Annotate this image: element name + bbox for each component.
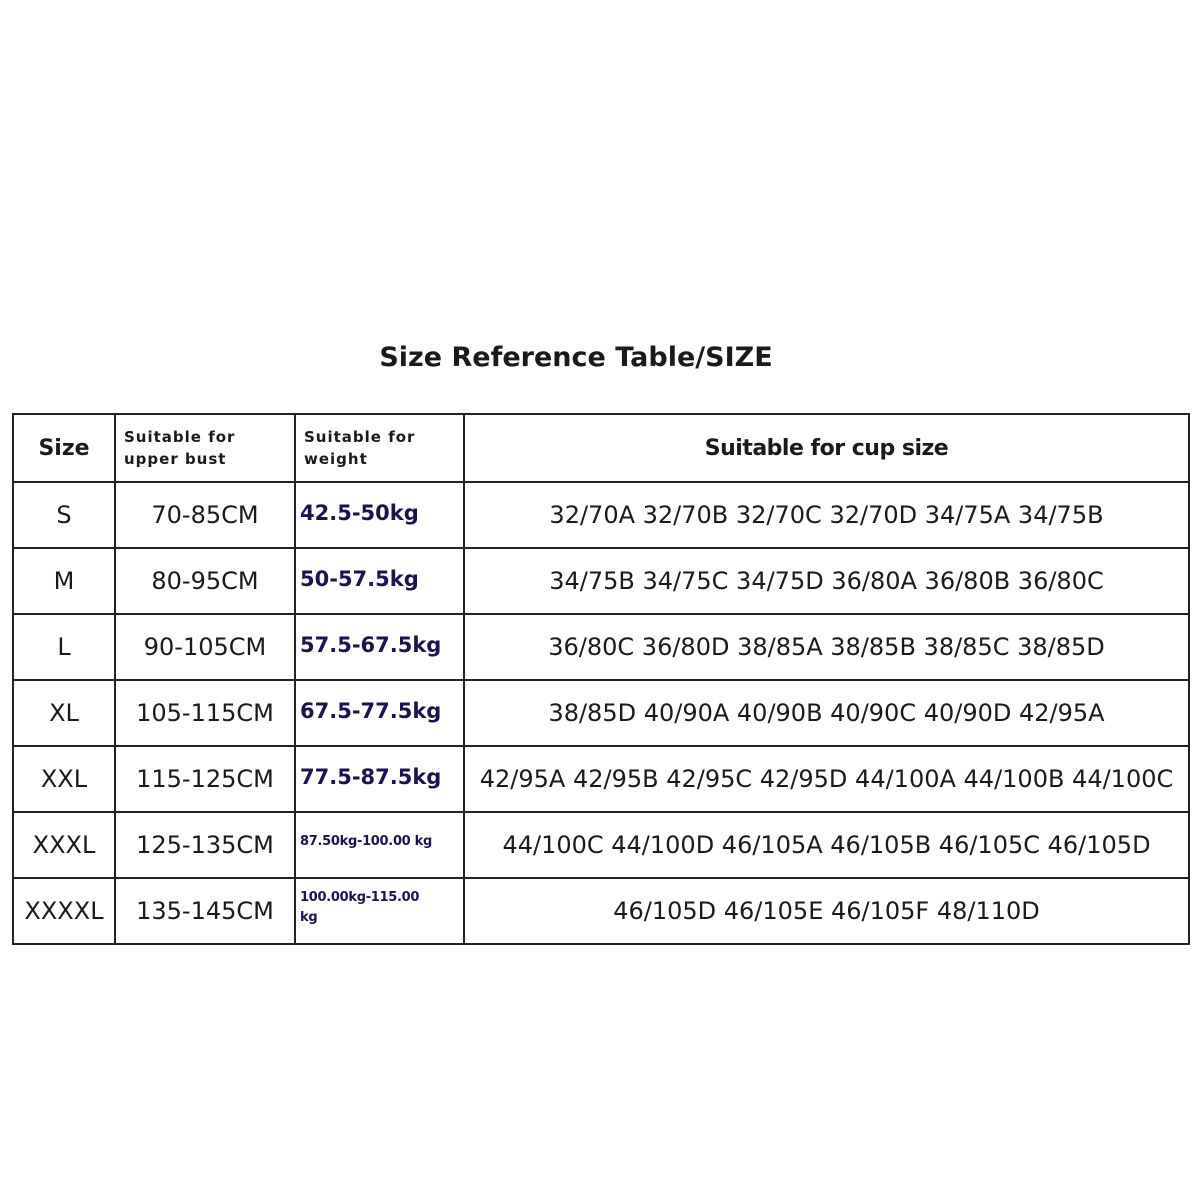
cell-cup-size: 36/80C 36/80D 38/85A 38/85B 38/85C 38/85D	[464, 614, 1189, 680]
table-row	[13, 812, 1189, 878]
cell-weight	[295, 812, 464, 878]
weight-value: 67.5-77.5kg	[300, 699, 442, 723]
cell-cup-size: 32/70A 32/70B 32/70C 32/70D 34/75A 34/75B	[464, 482, 1189, 548]
weight-value: 42.5-50kg	[300, 501, 419, 525]
table-row	[13, 614, 1189, 680]
cell-upper-bust: 125-135CM	[115, 812, 295, 878]
cell-size: XXL	[13, 746, 115, 812]
cell-upper-bust: 105-115CM	[115, 680, 295, 746]
cell-size: L	[13, 614, 115, 680]
cell-cup-size: 34/75B 34/75C 34/75D 36/80A 36/80B 36/80C	[464, 548, 1189, 614]
header-size: Size	[13, 414, 115, 482]
cell-cup-size: 38/85D 40/90A 40/90B 40/90C 40/90D 42/95A	[464, 680, 1189, 746]
cell-cup-size: 42/95A 42/95B 42/95C 42/95D 44/100A 44/100B 44/100C	[464, 746, 1189, 812]
table-row	[13, 680, 1189, 746]
cell-upper-bust: 115-125CM	[115, 746, 295, 812]
table-header-row	[13, 414, 1189, 482]
header-cup-size: Suitable for cup size	[464, 414, 1189, 482]
cell-cup-size: 46/105D 46/105E 46/105F 48/110D	[464, 878, 1189, 944]
cell-size: XXXXL	[13, 878, 115, 944]
cell-weight	[295, 878, 464, 944]
cell-upper-bust: 135-145CM	[115, 878, 295, 944]
cell-size: M	[13, 548, 115, 614]
cell-size: XXXL	[13, 812, 115, 878]
cell-weight	[295, 614, 464, 680]
table-row	[13, 878, 1189, 944]
cell-size: XL	[13, 680, 115, 746]
weight-value: 50-57.5kg	[300, 567, 419, 591]
cell-size: S	[13, 482, 115, 548]
weight-value: 87.50kg-100.00 kg	[300, 834, 433, 849]
cell-upper-bust: 70-85CM	[115, 482, 295, 548]
cell-weight	[295, 482, 464, 548]
table-row	[13, 548, 1189, 614]
table-row	[13, 746, 1189, 812]
cell-cup-size: 44/100C 44/100D 46/105A 46/105B 46/105C 46/105D	[464, 812, 1189, 878]
page-title: Size Reference Table/SIZE	[379, 342, 773, 373]
weight-value: 57.5-67.5kg	[300, 633, 442, 657]
cell-weight	[295, 548, 464, 614]
table-row	[13, 482, 1189, 548]
size-reference-table	[12, 413, 1190, 945]
cell-weight	[295, 680, 464, 746]
header-upper-bust: Suitable for upper bust	[115, 414, 295, 482]
header-weight: Suitable for weight	[295, 414, 464, 482]
weight-value: 100.00kg-115.00 kg	[300, 890, 420, 925]
cell-weight	[295, 746, 464, 812]
weight-value: 77.5-87.5kg	[300, 765, 442, 789]
cell-upper-bust: 90-105CM	[115, 614, 295, 680]
cell-upper-bust: 80-95CM	[115, 548, 295, 614]
